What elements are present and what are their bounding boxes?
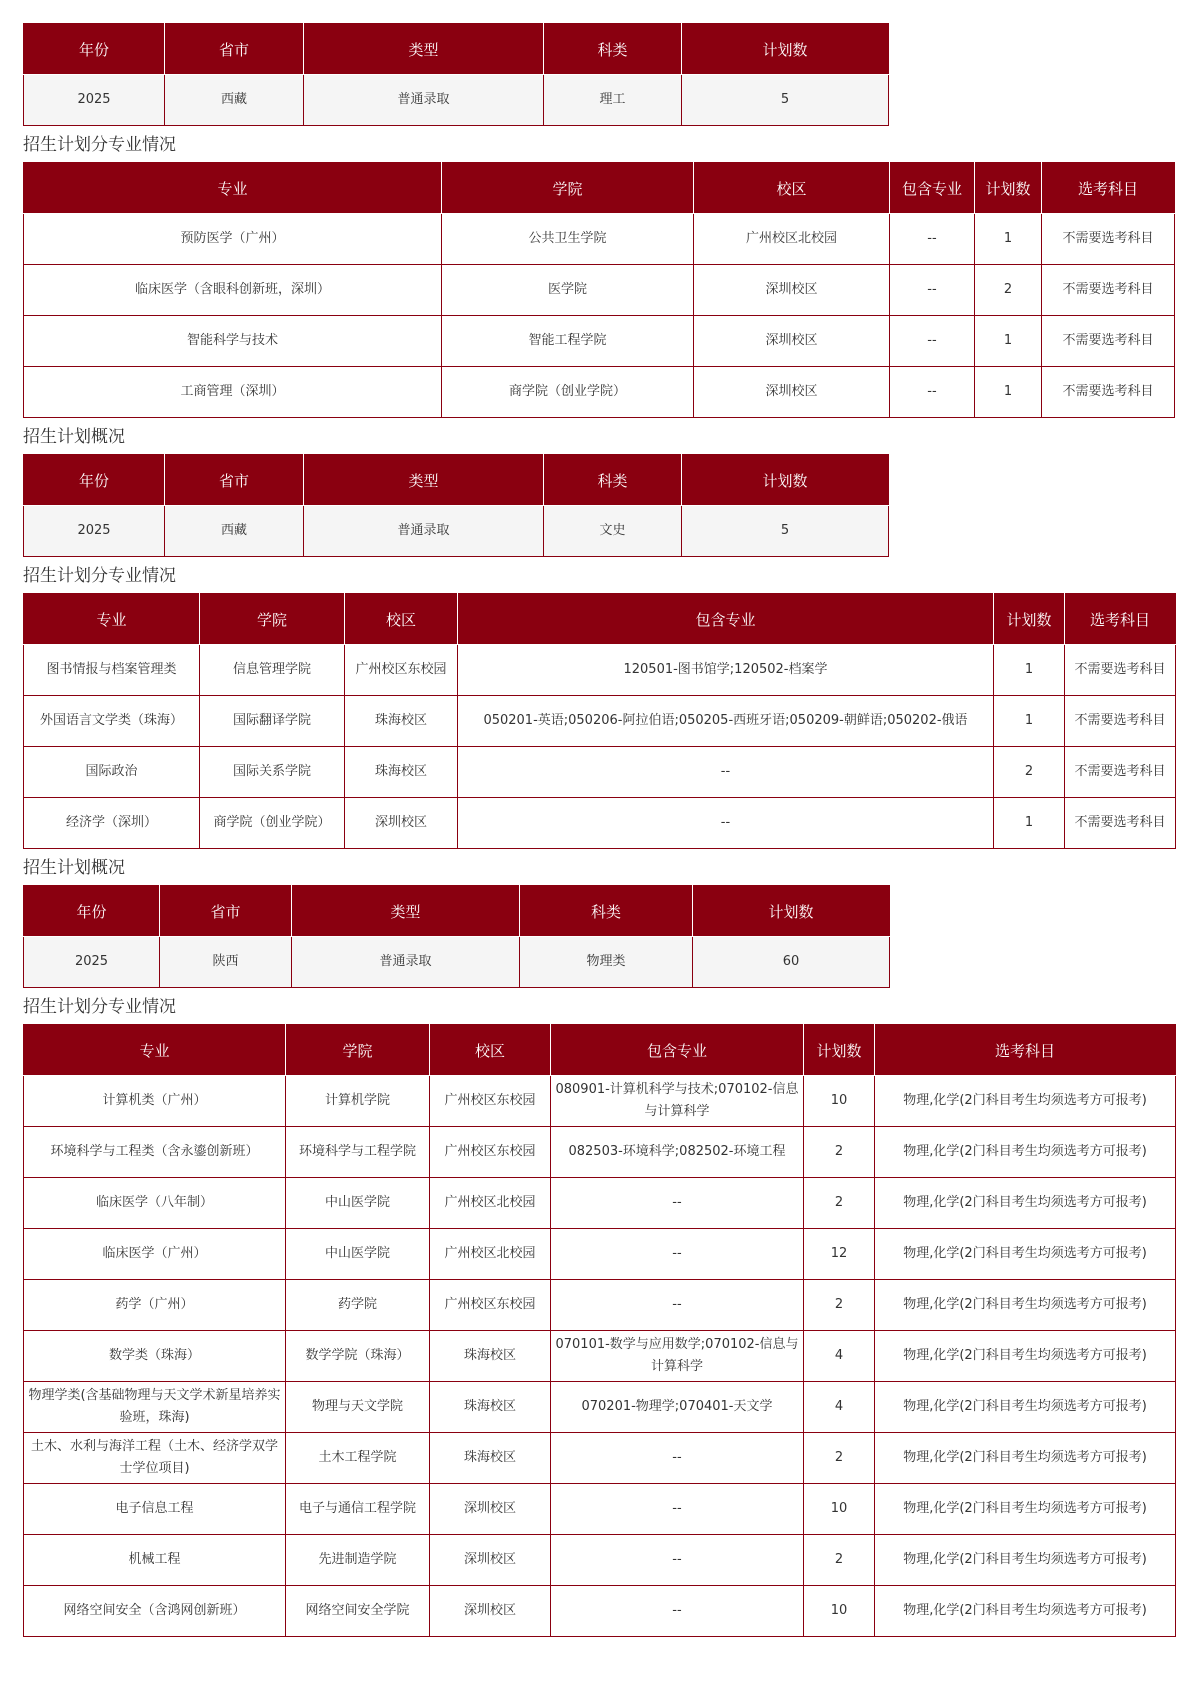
- cell-required-subjects: 不需要选考科目: [1065, 747, 1176, 798]
- table-row: [24, 1229, 1176, 1280]
- cell-campus: 广州校区北校园: [430, 1229, 551, 1280]
- cell-plan-count: 1: [975, 214, 1042, 265]
- cell-included-majors: 050201-英语;050206-阿拉伯语;050205-西班牙语;050209-朝鲜语;050202-俄语: [458, 696, 994, 747]
- cell-included-majors: --: [551, 1586, 804, 1637]
- cell-plan-count: 10: [804, 1076, 875, 1127]
- cell-included-majors: --: [551, 1229, 804, 1280]
- cell-plan-count: 2: [804, 1280, 875, 1331]
- table-row: [24, 1331, 1176, 1382]
- column-header-campus: 校区: [694, 163, 890, 214]
- column-header-plan-count: 计划数: [804, 1025, 875, 1076]
- cell-plan-count: 1: [994, 696, 1065, 747]
- admission-plan-page: [23, 23, 1176, 1637]
- cell-major: 药学（广州）: [24, 1280, 286, 1331]
- cell-type: 普通录取: [304, 75, 544, 126]
- cell-campus: 广州校区东校园: [430, 1076, 551, 1127]
- cell-college: 医学院: [442, 265, 694, 316]
- column-header-major: 专业: [24, 1025, 286, 1076]
- cell-major: 智能科学与技术: [24, 316, 442, 367]
- column-header-college: 学院: [442, 163, 694, 214]
- cell-included-majors: 070201-物理学;070401-天文学: [551, 1382, 804, 1433]
- cell-required-subjects: 物理,化学(2门科目考生均须选考方可报考): [875, 1382, 1176, 1433]
- column-header-included-majors: 包含专业: [458, 594, 994, 645]
- cell-plan-count: 5: [682, 75, 889, 126]
- cell-campus: 广州校区北校园: [430, 1178, 551, 1229]
- cell-category: 文史: [544, 506, 682, 557]
- cell-major: 机械工程: [24, 1535, 286, 1586]
- plan-overview-table: [23, 23, 889, 126]
- table-row: [24, 645, 1176, 696]
- cell-plan-count: 1: [994, 798, 1065, 849]
- plan-by-major-table: [23, 593, 1176, 849]
- column-header-college: 学院: [200, 594, 345, 645]
- cell-plan-count: 10: [804, 1586, 875, 1637]
- table-row: [24, 1178, 1176, 1229]
- cell-major: 网络空间安全（含鸿网创新班）: [24, 1586, 286, 1637]
- table-row: [24, 265, 1175, 316]
- cell-plan-count: 2: [994, 747, 1065, 798]
- cell-major: 数学类（珠海）: [24, 1331, 286, 1382]
- cell-college: 环境科学与工程学院: [286, 1127, 430, 1178]
- cell-major: 物理学类(含基础物理与天文学术新星培养实验班，珠海): [24, 1382, 286, 1433]
- column-header-included-majors: 包含专业: [890, 163, 975, 214]
- cell-required-subjects: 物理,化学(2门科目考生均须选考方可报考): [875, 1178, 1176, 1229]
- cell-required-subjects: 物理,化学(2门科目考生均须选考方可报考): [875, 1484, 1176, 1535]
- cell-plan-count: 60: [693, 937, 890, 988]
- column-header-category: 科类: [544, 455, 682, 506]
- cell-required-subjects: 不需要选考科目: [1065, 696, 1176, 747]
- cell-major: 临床医学（八年制）: [24, 1178, 286, 1229]
- column-header-type: 类型: [292, 886, 520, 937]
- cell-plan-count: 2: [804, 1178, 875, 1229]
- cell-campus: 深圳校区: [430, 1484, 551, 1535]
- column-header-year: 年份: [24, 886, 160, 937]
- column-header-campus: 校区: [345, 594, 458, 645]
- cell-type: 普通录取: [292, 937, 520, 988]
- plan-by-major-title: 招生计划分专业情况: [23, 135, 176, 155]
- cell-campus: 深圳校区: [694, 265, 890, 316]
- cell-required-subjects: 物理,化学(2门科目考生均须选考方可报考): [875, 1127, 1176, 1178]
- table-row: [24, 1280, 1176, 1331]
- cell-college: 中山医学院: [286, 1178, 430, 1229]
- table-header-row: [24, 886, 890, 937]
- column-header-plan-count: 计划数: [975, 163, 1042, 214]
- cell-required-subjects: 不需要选考科目: [1042, 316, 1175, 367]
- cell-required-subjects: 物理,化学(2门科目考生均须选考方可报考): [875, 1433, 1176, 1484]
- column-header-plan-count: 计划数: [693, 886, 890, 937]
- table-header-row: [24, 594, 1176, 645]
- table-row: [24, 1127, 1176, 1178]
- cell-campus: 广州校区东校园: [430, 1280, 551, 1331]
- cell-major: 电子信息工程: [24, 1484, 286, 1535]
- cell-required-subjects: 不需要选考科目: [1042, 265, 1175, 316]
- cell-college: 网络空间安全学院: [286, 1586, 430, 1637]
- column-header-year: 年份: [24, 24, 165, 75]
- cell-included-majors: --: [458, 747, 994, 798]
- column-header-included-majors: 包含专业: [551, 1025, 804, 1076]
- column-header-campus: 校区: [430, 1025, 551, 1076]
- cell-included-majors: --: [551, 1433, 804, 1484]
- column-header-required-subjects: 选考科目: [875, 1025, 1176, 1076]
- cell-college: 国际翻译学院: [200, 696, 345, 747]
- cell-included-majors: 080901-计算机科学与技术;070102-信息与计算科学: [551, 1076, 804, 1127]
- cell-plan-count: 2: [804, 1433, 875, 1484]
- cell-college: 数学学院（珠海）: [286, 1331, 430, 1382]
- cell-included-majors: --: [551, 1484, 804, 1535]
- cell-required-subjects: 不需要选考科目: [1042, 367, 1175, 418]
- column-header-province: 省市: [160, 886, 292, 937]
- column-header-category: 科类: [520, 886, 693, 937]
- cell-plan-count: 10: [804, 1484, 875, 1535]
- cell-year: 2025: [24, 506, 165, 557]
- cell-college: 公共卫生学院: [442, 214, 694, 265]
- cell-major: 环境科学与工程类（含永鎏创新班）: [24, 1127, 286, 1178]
- table-row: [24, 506, 889, 557]
- cell-college: 药学院: [286, 1280, 430, 1331]
- cell-college: 电子与通信工程学院: [286, 1484, 430, 1535]
- cell-year: 2025: [24, 75, 165, 126]
- table-row: [24, 214, 1175, 265]
- cell-campus: 珠海校区: [430, 1433, 551, 1484]
- cell-major: 经济学（深圳）: [24, 798, 200, 849]
- cell-required-subjects: 物理,化学(2门科目考生均须选考方可报考): [875, 1586, 1176, 1637]
- cell-campus: 深圳校区: [694, 367, 890, 418]
- cell-included-majors: --: [551, 1280, 804, 1331]
- table-row: [24, 937, 890, 988]
- cell-plan-count: 4: [804, 1382, 875, 1433]
- cell-college: 国际关系学院: [200, 747, 345, 798]
- cell-college: 信息管理学院: [200, 645, 345, 696]
- cell-campus: 深圳校区: [430, 1586, 551, 1637]
- column-header-major: 专业: [24, 163, 442, 214]
- cell-campus: 珠海校区: [345, 747, 458, 798]
- column-header-province: 省市: [165, 455, 304, 506]
- table-row: [24, 1535, 1176, 1586]
- cell-included-majors: --: [458, 798, 994, 849]
- table-row: [24, 696, 1176, 747]
- cell-college: 计算机学院: [286, 1076, 430, 1127]
- cell-major: 临床医学（广州）: [24, 1229, 286, 1280]
- cell-plan-count: 2: [804, 1535, 875, 1586]
- cell-campus: 广州校区东校园: [430, 1127, 551, 1178]
- cell-included-majors: --: [551, 1178, 804, 1229]
- plan-overview-table: [23, 454, 889, 557]
- cell-included-majors: --: [890, 316, 975, 367]
- cell-campus: 深圳校区: [345, 798, 458, 849]
- plan-overview-table: [23, 885, 890, 988]
- cell-plan-count: 4: [804, 1331, 875, 1382]
- table-row: [24, 1433, 1176, 1484]
- cell-plan-count: 2: [975, 265, 1042, 316]
- column-header-college: 学院: [286, 1025, 430, 1076]
- cell-major: 工商管理（深圳）: [24, 367, 442, 418]
- cell-province: 西藏: [165, 75, 304, 126]
- table-row: [24, 747, 1176, 798]
- column-header-type: 类型: [304, 24, 544, 75]
- cell-major: 外国语言文学类（珠海）: [24, 696, 200, 747]
- plan-by-major-title: 招生计划分专业情况: [23, 997, 176, 1017]
- plan-overview-title: 招生计划概况: [23, 858, 125, 878]
- table-row: [24, 75, 889, 126]
- cell-category: 理工: [544, 75, 682, 126]
- cell-plan-count: 12: [804, 1229, 875, 1280]
- cell-campus: 广州校区北校园: [694, 214, 890, 265]
- table-row: [24, 1382, 1176, 1433]
- plan-by-major-table: [23, 1024, 1176, 1637]
- plan-by-major-title: 招生计划分专业情况: [23, 566, 176, 586]
- cell-required-subjects: 不需要选考科目: [1065, 645, 1176, 696]
- table-header-row: [24, 163, 1175, 214]
- cell-required-subjects: 物理,化学(2门科目考生均须选考方可报考): [875, 1535, 1176, 1586]
- cell-plan-count: 1: [994, 645, 1065, 696]
- cell-campus: 深圳校区: [430, 1535, 551, 1586]
- cell-included-majors: 070101-数学与应用数学;070102-信息与计算科学: [551, 1331, 804, 1382]
- column-header-category: 科类: [544, 24, 682, 75]
- cell-college: 中山医学院: [286, 1229, 430, 1280]
- cell-included-majors: 082503-环境科学;082502-环境工程: [551, 1127, 804, 1178]
- cell-category: 物理类: [520, 937, 693, 988]
- cell-campus: 深圳校区: [694, 316, 890, 367]
- cell-major: 国际政治: [24, 747, 200, 798]
- table-header-row: [24, 1025, 1176, 1076]
- cell-province: 西藏: [165, 506, 304, 557]
- cell-major: 土木、水利与海洋工程（土木、经济学双学士学位项目): [24, 1433, 286, 1484]
- cell-included-majors: --: [551, 1535, 804, 1586]
- cell-major: 计算机类（广州）: [24, 1076, 286, 1127]
- column-header-province: 省市: [165, 24, 304, 75]
- cell-college: 先进制造学院: [286, 1535, 430, 1586]
- column-header-major: 专业: [24, 594, 200, 645]
- column-header-plan-count: 计划数: [682, 455, 889, 506]
- column-header-year: 年份: [24, 455, 165, 506]
- cell-campus: 珠海校区: [430, 1331, 551, 1382]
- table-row: [24, 316, 1175, 367]
- column-header-plan-count: 计划数: [994, 594, 1065, 645]
- cell-included-majors: 120501-图书馆学;120502-档案学: [458, 645, 994, 696]
- cell-plan-count: 1: [975, 316, 1042, 367]
- column-header-required-subjects: 选考科目: [1065, 594, 1176, 645]
- table-header-row: [24, 24, 889, 75]
- cell-type: 普通录取: [304, 506, 544, 557]
- table-row: [24, 1484, 1176, 1535]
- cell-college: 物理与天文学院: [286, 1382, 430, 1433]
- cell-year: 2025: [24, 937, 160, 988]
- column-header-type: 类型: [304, 455, 544, 506]
- plan-overview-title: 招生计划概况: [23, 427, 125, 447]
- cell-required-subjects: 物理,化学(2门科目考生均须选考方可报考): [875, 1331, 1176, 1382]
- cell-plan-count: 1: [975, 367, 1042, 418]
- cell-province: 陕西: [160, 937, 292, 988]
- cell-included-majors: --: [890, 265, 975, 316]
- table-row: [24, 367, 1175, 418]
- cell-college: 商学院（创业学院）: [442, 367, 694, 418]
- cell-campus: 广州校区东校园: [345, 645, 458, 696]
- table-row: [24, 1586, 1176, 1637]
- cell-included-majors: --: [890, 214, 975, 265]
- cell-required-subjects: 不需要选考科目: [1042, 214, 1175, 265]
- cell-included-majors: --: [890, 367, 975, 418]
- cell-major: 临床医学（含眼科创新班，深圳）: [24, 265, 442, 316]
- table-row: [24, 798, 1176, 849]
- column-header-plan-count: 计划数: [682, 24, 889, 75]
- cell-college: 智能工程学院: [442, 316, 694, 367]
- cell-required-subjects: 不需要选考科目: [1065, 798, 1176, 849]
- cell-college: 土木工程学院: [286, 1433, 430, 1484]
- cell-required-subjects: 物理,化学(2门科目考生均须选考方可报考): [875, 1229, 1176, 1280]
- column-header-required-subjects: 选考科目: [1042, 163, 1175, 214]
- table-row: [24, 1076, 1176, 1127]
- cell-college: 商学院（创业学院）: [200, 798, 345, 849]
- cell-major: 预防医学（广州）: [24, 214, 442, 265]
- cell-major: 图书情报与档案管理类: [24, 645, 200, 696]
- cell-plan-count: 5: [682, 506, 889, 557]
- cell-campus: 珠海校区: [345, 696, 458, 747]
- cell-plan-count: 2: [804, 1127, 875, 1178]
- cell-required-subjects: 物理,化学(2门科目考生均须选考方可报考): [875, 1076, 1176, 1127]
- plan-by-major-table: [23, 162, 1175, 418]
- table-header-row: [24, 455, 889, 506]
- cell-campus: 珠海校区: [430, 1382, 551, 1433]
- cell-required-subjects: 物理,化学(2门科目考生均须选考方可报考): [875, 1280, 1176, 1331]
